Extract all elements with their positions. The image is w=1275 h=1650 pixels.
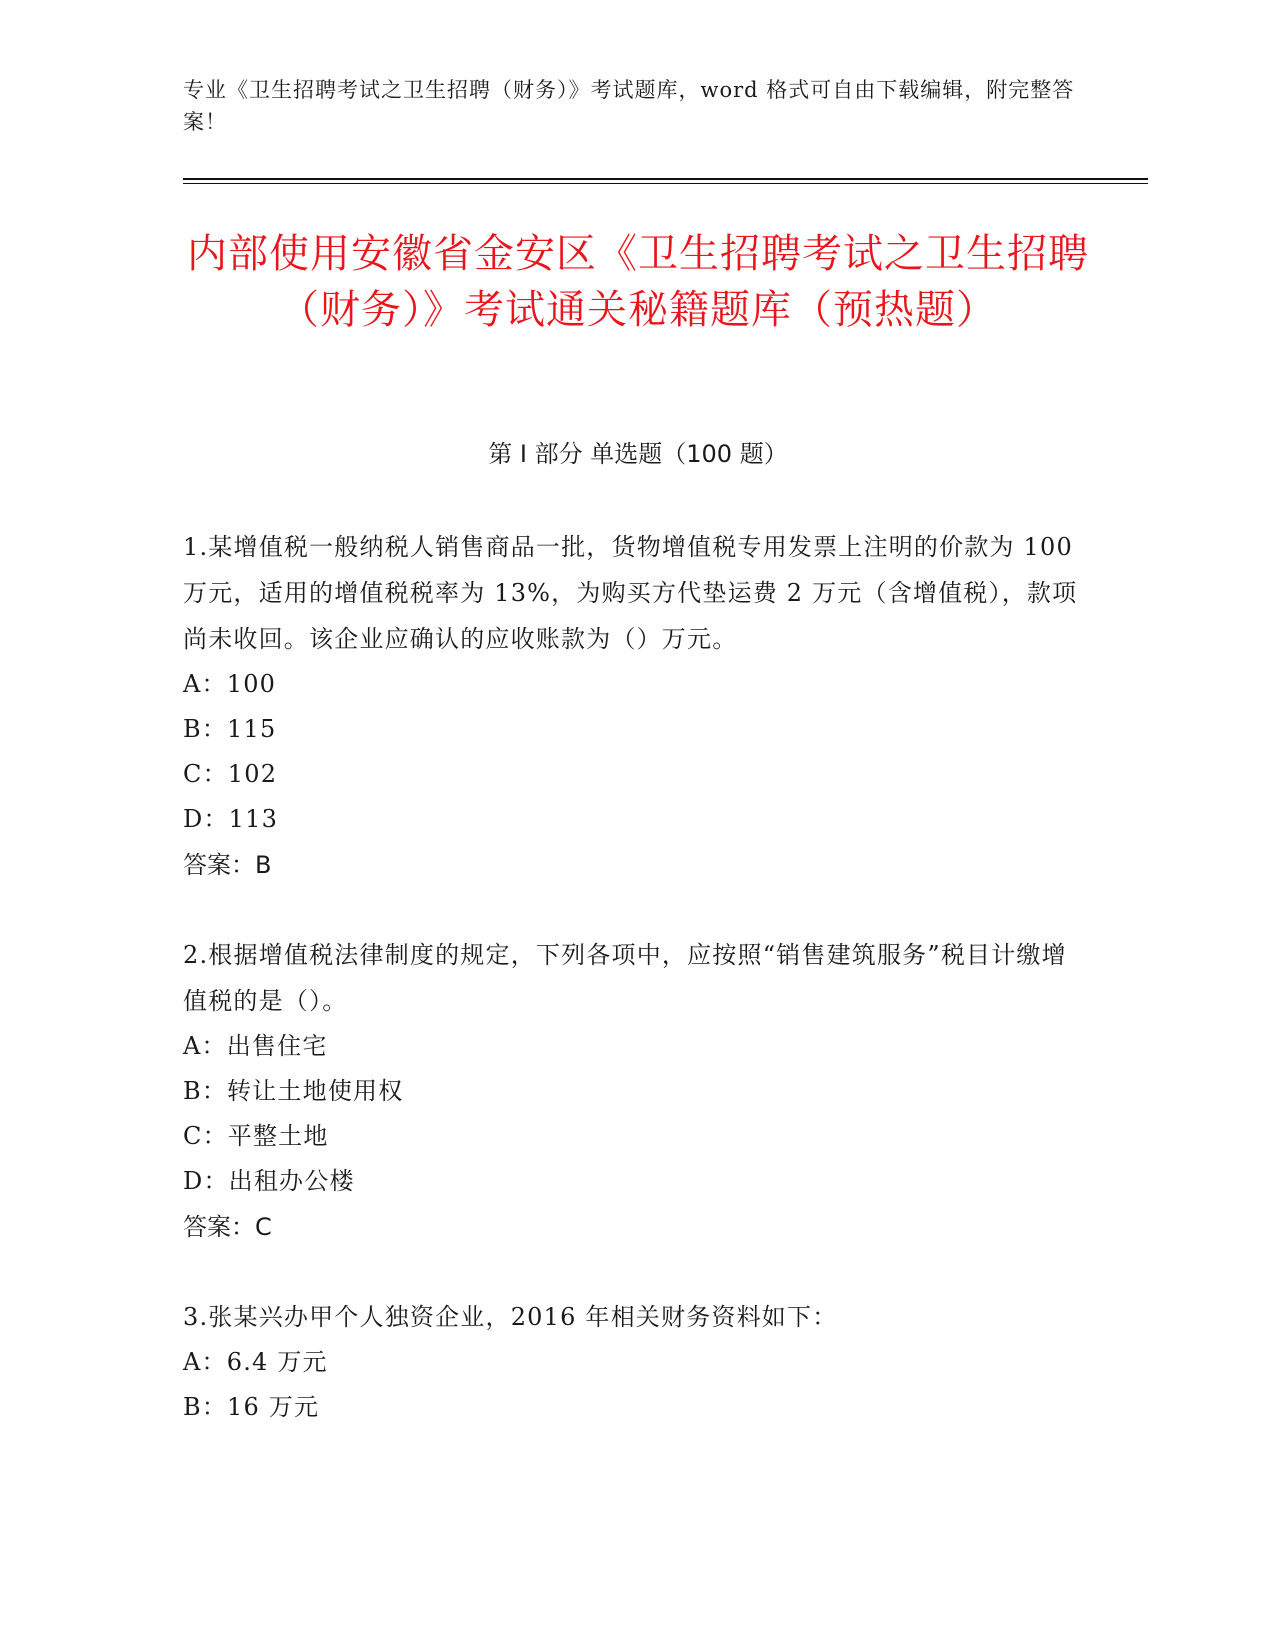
question-2 (183, 932, 1083, 1250)
section-heading: 第 I 部分 单选题（100 题） (488, 440, 788, 468)
question-list (183, 524, 1083, 1474)
option-c: C：平整土地 (183, 1122, 329, 1150)
option-b: B：转让土地使用权 (183, 1077, 404, 1105)
option-b: B：115 (183, 715, 277, 743)
option-a: A：6.4 万元 (183, 1348, 328, 1376)
question-stem: 1.某增值税一般纳税人销售商品一批，货物增值税专用发票上注明的价款为 100 万元，适用的增值税税率为 13%，为购买方代垫运费 2 万元（含增值税），款项尚未收回。该企业应确认的应收账款为（）万元。 (183, 533, 1078, 653)
question-1 (183, 524, 1083, 888)
option-a: A：出售住宅 (183, 1032, 328, 1060)
header-divider-thick (183, 178, 1148, 180)
question-3 (183, 1294, 1083, 1430)
option-d: D：113 (183, 805, 279, 833)
answer: 答案：B (183, 851, 272, 879)
option-c: C：102 (183, 760, 278, 788)
question-stem: 3.张某兴办甲个人独资企业，2016 年相关财务资料如下： (183, 1303, 838, 1331)
option-b: B：16 万元 (183, 1393, 320, 1421)
option-a: A：100 (183, 670, 277, 698)
document-title: 内部使用安徽省金安区《卫生招聘考试之卫生招聘（财务）》考试通关秘籍题库（预热题） (187, 231, 1089, 333)
answer: 答案：C (183, 1213, 272, 1241)
option-d: D：出租办公楼 (183, 1167, 355, 1195)
header-note: 专业《卫生招聘考试之卫生招聘（财务）》考试题库，word 格式可自由下载编辑，附完整答案！ (183, 78, 1075, 134)
header-divider-thin (183, 183, 1148, 184)
question-stem: 2.根据增值税法律制度的规定，下列各项中，应按照“销售建筑服务”税目计缴增值税的是（）。 (183, 941, 1067, 1015)
